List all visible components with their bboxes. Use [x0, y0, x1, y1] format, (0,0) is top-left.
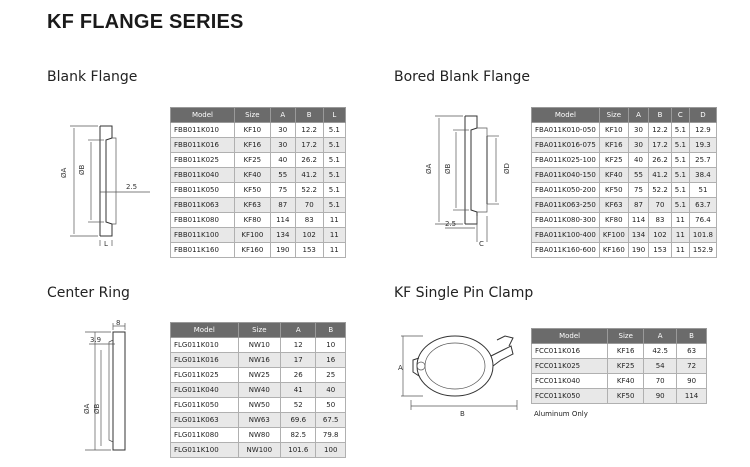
table-row: [171, 228, 346, 243]
table-cell: 5.1: [323, 168, 345, 183]
table-cell: 41: [281, 383, 316, 398]
bored-blank-flange-title: Bored Blank Flange: [394, 69, 530, 85]
table-cell: 83: [295, 213, 323, 228]
table-cell: KF50: [608, 389, 644, 404]
table-cell: 26.2: [295, 153, 323, 168]
model-cell: FBA011K063-250: [532, 198, 600, 213]
table-row: [532, 123, 717, 138]
table-cell: KF16: [599, 138, 628, 153]
column-header: D: [689, 108, 716, 123]
table-cell: 70: [644, 374, 677, 389]
center-ring-dim-b: ØB: [93, 403, 101, 414]
table-cell: KF80: [599, 213, 628, 228]
table-cell: KF25: [608, 359, 644, 374]
table-row: [171, 243, 346, 258]
table-cell: 52.2: [295, 183, 323, 198]
model-cell: FBA011K010-050: [532, 123, 600, 138]
table-cell: 75: [628, 183, 648, 198]
model-cell: FLG011K025: [171, 368, 239, 383]
column-header: C: [671, 108, 689, 123]
bored-flange-dim-c: C: [479, 240, 484, 248]
table-cell: 5.1: [671, 168, 689, 183]
model-cell: FBB011K080: [171, 213, 235, 228]
model-cell: FBA011K025-100: [532, 153, 600, 168]
table-header-row: [171, 323, 346, 338]
table-cell: 25: [316, 368, 346, 383]
page-title: KF FLANGE SERIES: [47, 11, 244, 33]
model-cell: FLG011K050: [171, 398, 239, 413]
table-cell: NW50: [238, 398, 281, 413]
single-pin-clamp-drawing: [393, 320, 523, 420]
table-row: [532, 243, 717, 258]
single-pin-clamp-title: KF Single Pin Clamp: [394, 285, 534, 301]
table-row: [171, 183, 346, 198]
table-cell: 70: [649, 198, 672, 213]
table-cell: 75: [270, 183, 295, 198]
table-cell: 100: [316, 443, 346, 458]
table-cell: 5.1: [323, 153, 345, 168]
model-cell: FBA011K040-150: [532, 168, 600, 183]
blank-flange-table: [170, 107, 346, 258]
model-cell: FLG011K080: [171, 428, 239, 443]
table-cell: 102: [295, 228, 323, 243]
column-header: Size: [235, 108, 271, 123]
table-cell: NW80: [238, 428, 281, 443]
blank-flange-drawing: [60, 118, 155, 248]
table-cell: 83: [649, 213, 672, 228]
blank-flange-title: Blank Flange: [47, 69, 138, 85]
table-row: [171, 123, 346, 138]
table-cell: 40: [316, 383, 346, 398]
table-cell: 102: [649, 228, 672, 243]
table-row: [171, 383, 346, 398]
table-header-row: [171, 108, 346, 123]
single-pin-clamp-table: [531, 328, 707, 404]
table-cell: KF160: [599, 243, 628, 258]
table-cell: 11: [323, 213, 345, 228]
table-cell: 40: [270, 153, 295, 168]
table-cell: 52: [281, 398, 316, 413]
center-ring-dim-width: 8: [116, 319, 121, 327]
table-cell: KF50: [599, 183, 628, 198]
table-cell: 11: [671, 228, 689, 243]
bored-blank-flange-drawing: [425, 108, 525, 248]
table-cell: 41.2: [649, 168, 672, 183]
model-cell: FLG011K063: [171, 413, 239, 428]
table-cell: 67.5: [316, 413, 346, 428]
bored-flange-dim-a: ØA: [425, 163, 433, 174]
table-cell: 26: [281, 368, 316, 383]
model-cell: FBB011K160: [171, 243, 235, 258]
table-row: [532, 374, 707, 389]
model-cell: FLG011K016: [171, 353, 239, 368]
table-cell: 134: [628, 228, 648, 243]
table-row: [171, 138, 346, 153]
model-cell: FBB011K025: [171, 153, 235, 168]
table-cell: 55: [628, 168, 648, 183]
column-header: Size: [599, 108, 628, 123]
table-cell: KF160: [235, 243, 271, 258]
table-cell: KF50: [235, 183, 271, 198]
table-cell: KF10: [235, 123, 271, 138]
table-cell: 5.1: [671, 153, 689, 168]
table-cell: NW100: [238, 443, 281, 458]
table-cell: 11: [671, 243, 689, 258]
model-cell: FBB011K050: [171, 183, 235, 198]
table-cell: NW63: [238, 413, 281, 428]
table-cell: NW10: [238, 338, 281, 353]
model-cell: FBA011K100-400: [532, 228, 600, 243]
model-cell: FLG011K100: [171, 443, 239, 458]
table-cell: 30: [628, 123, 648, 138]
table-cell: 30: [270, 123, 295, 138]
blank-flange-dim-a: ØA: [60, 167, 68, 178]
table-cell: 42.5: [644, 344, 677, 359]
center-ring-drawing: [75, 318, 145, 460]
table-cell: KF100: [235, 228, 271, 243]
table-cell: 10: [316, 338, 346, 353]
table-header-row: [532, 108, 717, 123]
model-cell: FBA011K016-075: [532, 138, 600, 153]
column-header: A: [270, 108, 295, 123]
table-cell: 5.1: [323, 198, 345, 213]
model-cell: FBB011K040: [171, 168, 235, 183]
table-cell: NW25: [238, 368, 281, 383]
table-cell: KF80: [235, 213, 271, 228]
column-header: B: [316, 323, 346, 338]
table-cell: 5.1: [671, 198, 689, 213]
table-cell: KF16: [235, 138, 271, 153]
table-row: [171, 338, 346, 353]
table-cell: 101.8: [689, 228, 716, 243]
table-cell: NW16: [238, 353, 281, 368]
blank-flange-dim-l: L: [104, 240, 108, 248]
table-cell: 63.7: [689, 198, 716, 213]
table-cell: 79.8: [316, 428, 346, 443]
bored-flange-dim-step: 2.5: [445, 220, 457, 228]
table-cell: 5.1: [323, 123, 345, 138]
model-cell: FBA011K080-300: [532, 213, 600, 228]
table-cell: 17.2: [649, 138, 672, 153]
column-header: A: [281, 323, 316, 338]
table-cell: 90: [677, 374, 707, 389]
table-row: [171, 398, 346, 413]
table-cell: KF40: [599, 168, 628, 183]
table-cell: 30: [628, 138, 648, 153]
column-header: B: [649, 108, 672, 123]
table-cell: KF25: [235, 153, 271, 168]
table-cell: 50: [316, 398, 346, 413]
table-row: [532, 183, 717, 198]
table-cell: 11: [671, 213, 689, 228]
table-cell: 69.6: [281, 413, 316, 428]
aluminum-only-note: Aluminum Only: [534, 410, 588, 418]
column-header: Size: [608, 329, 644, 344]
model-cell: FBA011K160-600: [532, 243, 600, 258]
table-cell: 17.2: [295, 138, 323, 153]
table-cell: 101.6: [281, 443, 316, 458]
table-cell: 134: [270, 228, 295, 243]
column-header: B: [295, 108, 323, 123]
model-cell: FCC011K016: [532, 344, 608, 359]
center-ring-title: Center Ring: [47, 285, 130, 301]
table-row: [532, 153, 717, 168]
table-cell: 5.1: [671, 183, 689, 198]
table-cell: 82.5: [281, 428, 316, 443]
center-ring-dim-lip: 3.9: [90, 336, 102, 344]
table-cell: KF40: [608, 374, 644, 389]
table-cell: 12.2: [649, 123, 672, 138]
table-cell: 11: [323, 243, 345, 258]
table-cell: 114: [628, 213, 648, 228]
table-cell: 11: [323, 228, 345, 243]
table-cell: 41.2: [295, 168, 323, 183]
bored-blank-flange-table: [531, 107, 717, 258]
model-cell: FBA011K050-200: [532, 183, 600, 198]
bored-flange-dim-d: ØD: [503, 163, 511, 174]
column-header: Model: [171, 323, 239, 338]
table-cell: NW40: [238, 383, 281, 398]
table-cell: 114: [677, 389, 707, 404]
table-cell: KF40: [235, 168, 271, 183]
table-row: [171, 413, 346, 428]
model-cell: FCC011K040: [532, 374, 608, 389]
table-row: [532, 389, 707, 404]
model-cell: FLG011K040: [171, 383, 239, 398]
center-ring-dim-a: ØA: [83, 403, 91, 414]
table-row: [171, 153, 346, 168]
table-cell: 63: [677, 344, 707, 359]
table-cell: 5.1: [323, 138, 345, 153]
table-cell: 30: [270, 138, 295, 153]
table-header-row: [532, 329, 707, 344]
table-cell: 12: [281, 338, 316, 353]
table-cell: 70: [295, 198, 323, 213]
table-row: [532, 228, 717, 243]
table-row: [532, 198, 717, 213]
table-cell: 55: [270, 168, 295, 183]
table-cell: 5.1: [671, 138, 689, 153]
model-cell: FBB011K016: [171, 138, 235, 153]
table-cell: 40: [628, 153, 648, 168]
table-row: [171, 198, 346, 213]
table-row: [171, 353, 346, 368]
table-cell: 38.4: [689, 168, 716, 183]
table-row: [532, 138, 717, 153]
table-cell: 52.2: [649, 183, 672, 198]
table-cell: 153: [649, 243, 672, 258]
model-cell: FBB011K063: [171, 198, 235, 213]
table-row: [171, 213, 346, 228]
table-cell: 87: [628, 198, 648, 213]
clamp-dim-a: A: [398, 364, 403, 372]
column-header: A: [628, 108, 648, 123]
table-cell: 54: [644, 359, 677, 374]
column-header: Model: [171, 108, 235, 123]
table-row: [532, 213, 717, 228]
table-cell: 12.2: [295, 123, 323, 138]
bored-flange-dim-b: ØB: [444, 163, 452, 174]
table-cell: 17: [281, 353, 316, 368]
table-cell: KF63: [235, 198, 271, 213]
table-cell: KF10: [599, 123, 628, 138]
column-header: Model: [532, 329, 608, 344]
column-header: B: [677, 329, 707, 344]
model-cell: FCC011K025: [532, 359, 608, 374]
table-cell: 5.1: [671, 123, 689, 138]
table-row: [532, 168, 717, 183]
table-cell: KF25: [599, 153, 628, 168]
column-header: A: [644, 329, 677, 344]
column-header: Size: [238, 323, 281, 338]
table-row: [171, 368, 346, 383]
column-header: Model: [532, 108, 600, 123]
table-cell: KF16: [608, 344, 644, 359]
model-cell: FBB011K010: [171, 123, 235, 138]
blank-flange-dim-step: 2.5: [126, 183, 138, 191]
table-cell: 12.9: [689, 123, 716, 138]
column-header: L: [323, 108, 345, 123]
table-cell: 87: [270, 198, 295, 213]
table-cell: 51: [689, 183, 716, 198]
table-cell: 26.2: [649, 153, 672, 168]
table-cell: 153: [295, 243, 323, 258]
model-cell: FCC011K050: [532, 389, 608, 404]
table-row: [171, 428, 346, 443]
table-cell: KF63: [599, 198, 628, 213]
blank-flange-dim-b: ØB: [78, 164, 86, 175]
table-cell: KF100: [599, 228, 628, 243]
table-row: [532, 359, 707, 374]
table-cell: 114: [270, 213, 295, 228]
table-row: [171, 443, 346, 458]
table-cell: 190: [270, 243, 295, 258]
center-ring-table: [170, 322, 346, 458]
model-cell: FBB011K100: [171, 228, 235, 243]
table-cell: 190: [628, 243, 648, 258]
table-row: [171, 168, 346, 183]
model-cell: FLG011K010: [171, 338, 239, 353]
table-cell: 90: [644, 389, 677, 404]
table-cell: 25.7: [689, 153, 716, 168]
table-cell: 19.3: [689, 138, 716, 153]
table-cell: 152.9: [689, 243, 716, 258]
table-cell: 5.1: [323, 183, 345, 198]
table-cell: 72: [677, 359, 707, 374]
table-row: [532, 344, 707, 359]
clamp-dim-b: B: [460, 410, 465, 418]
table-cell: 76.4: [689, 213, 716, 228]
table-cell: 16: [316, 353, 346, 368]
